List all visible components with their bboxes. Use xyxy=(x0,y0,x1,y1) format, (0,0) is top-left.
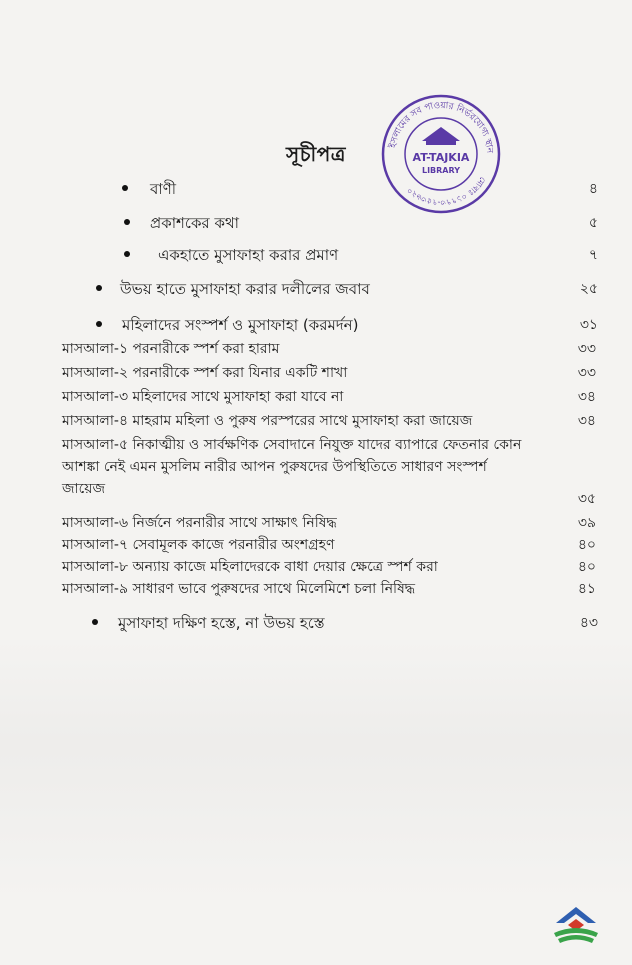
toc-subitem-page: ৩৪ xyxy=(577,389,596,405)
svg-text:ইসলামের সব পাওয়ার নির্ভরযোগ্য: ইসলামের সব পাওয়ার নির্ভরযোগ্য স্থান xyxy=(388,100,495,154)
bullet-icon xyxy=(122,185,128,191)
toc-item xyxy=(0,312,632,338)
toc-item-label: উভয় হাতে মুসাফাহা করার দলীলের জবাব xyxy=(120,280,370,298)
svg-text:LIBRARY: LIBRARY xyxy=(421,166,461,175)
svg-text:মোবাঃ ০১৭৭৩-৭৫৩৬২০: মোবাঃ ০১৭৭৩-৭৫৩৬২০ xyxy=(404,175,488,208)
toc-item-page: ৪৩ xyxy=(579,615,598,631)
toc-subitem-label: মাসআলা-৪ মাহরাম মহিলা ও পুরুষ পরস্পরের সাথে মুসাফাহা করা জায়েজ xyxy=(62,413,473,429)
toc-item xyxy=(0,176,632,202)
toc-subitem-label: মাসআলা-৮ অন্যায় কাজে মহিলাদেরকে বাধা দেয়ার ক্ষেত্রে স্পর্শ করা xyxy=(62,559,438,575)
toc-subitem-label: মাসআলা-২ পরনারীকে স্পর্শ করা যিনার একটি শাখা xyxy=(62,365,348,381)
toc-subitem xyxy=(62,534,596,556)
toc-item xyxy=(0,276,632,302)
toc-item xyxy=(0,610,632,636)
toc-subitem xyxy=(62,512,596,534)
toc-item xyxy=(0,242,632,268)
bullet-icon xyxy=(124,219,130,225)
toc-item-page: ৫ xyxy=(588,215,598,231)
toc-subitem xyxy=(62,410,596,432)
svg-text:AT-TAJKIA: AT-TAJKIA xyxy=(412,151,470,164)
toc-subitem-page: ৩৩ xyxy=(577,365,596,381)
toc-item-label: বাণী xyxy=(150,180,177,198)
bleed-through-shadow xyxy=(0,640,632,900)
toc-subitem-page: ৪০ xyxy=(577,559,596,575)
toc-item xyxy=(0,210,632,236)
bullet-icon xyxy=(96,285,102,291)
toc-subitem-label: মাসআলা-৯ সাধারণ ভাবে পুরুষদের সাথে মিলেমিশে চলা নিষিদ্ধ xyxy=(62,581,416,597)
toc-subitem-line: জায়েজ xyxy=(62,481,105,497)
page-title: সূচীপত্র xyxy=(286,142,346,166)
toc-subitem-line: আশঙ্কা নেই এমন মুসলিম নারীর আপন পুরুষদের উপস্থিতিতে সাধারণ সংস্পর্শ xyxy=(62,459,487,475)
toc-item-page: ২৫ xyxy=(579,281,598,297)
toc-item-label: প্রকাশকের কথা xyxy=(150,214,240,232)
toc-item-page: ৭ xyxy=(588,247,598,263)
toc-subitem-label: মাসআলা-৬ নির্জনে পরনারীর সাথে সাক্ষাৎ নিষিদ্ধ xyxy=(62,515,337,531)
toc-subitem-line: মাসআলা-৫ নিকাত্মীয় ও সার্বক্ষণিক সেবাদানে নিযুক্ত যাদের ব্যাপারে ফেতনার কোন xyxy=(62,437,522,453)
toc-subitem xyxy=(62,578,596,600)
toc-subitem-label: মাসআলা-১ পরনারীকে স্পর্শ করা হারাম xyxy=(62,341,280,357)
toc-subitem-page: ৩৩ xyxy=(577,341,596,357)
toc-subitem xyxy=(62,338,596,360)
toc-subitem-page: ৪০ xyxy=(577,537,596,553)
toc-item-label: মহিলাদের সংস্পর্শ ও মুসাফাহা (করমর্দন) xyxy=(122,316,359,334)
toc-subitem xyxy=(62,556,596,578)
bullet-icon xyxy=(124,251,130,257)
toc-subitem-page: ৩৪ xyxy=(577,413,596,429)
toc-subitem-label: মাসআলা-৩ মহিলাদের সাথে মুসাফাহা করা যাবে না xyxy=(62,389,344,405)
toc-subitem-page: ৪১ xyxy=(577,581,596,597)
toc-subitem-page: ৩৯ xyxy=(577,515,596,531)
toc-subitem-page: ৩৫ xyxy=(577,491,596,507)
toc-subitem xyxy=(62,386,596,408)
bullet-icon xyxy=(96,321,102,327)
toc-subitem xyxy=(62,362,596,384)
toc-subitem-multiline xyxy=(62,434,582,500)
toc-item-label: একহাতে মুসাফাহা করার প্রমাণ xyxy=(158,246,339,264)
toc-item-label: মুসাফাহা দক্ষিণ হস্তে, না উভয় হস্তে xyxy=(118,614,325,632)
bullet-icon xyxy=(92,619,98,625)
publisher-logo-icon xyxy=(550,905,602,949)
toc-subitem-label: মাসআলা-৭ সেবামূলক কাজে পরনারীর অংশগ্রহণ xyxy=(62,537,335,553)
toc-item-page: ৪ xyxy=(588,181,598,197)
toc-item-page: ৩১ xyxy=(579,317,598,333)
